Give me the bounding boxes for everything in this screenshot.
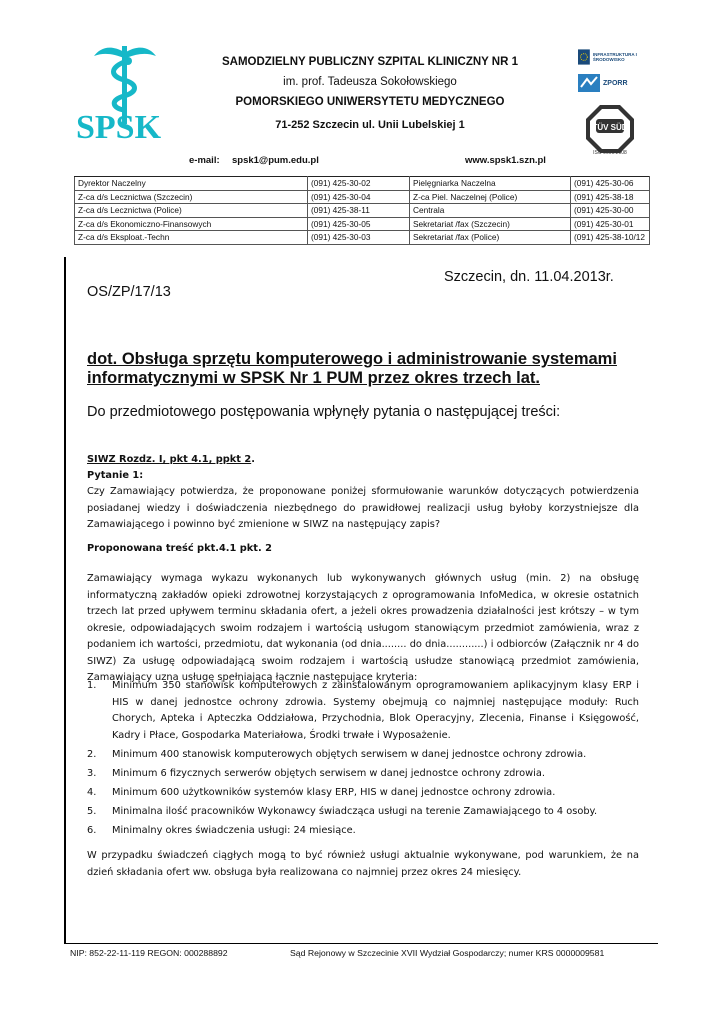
contact-role: Pielęgniarka Naczelna [410,177,571,191]
proposal-heading: Proponowana treść pkt.4.1 pkt. 2 [87,543,272,554]
document-date: Szczecin, dn. 11.04.2013r. [444,269,614,285]
contact-role: Z-ca d/s Lecznictwa (Szczecin) [75,190,308,204]
tuv-certificate-logo [584,103,636,155]
contact-phone: (091) 425-30-02 [308,177,410,191]
contact-role: Z-ca d/s Lecznictwa (Police) [75,204,308,218]
eu-flag-icon [578,48,590,66]
zporr-text: ZPORR [603,79,628,87]
criteria-text: Minimum 400 stanowisk komputerowych objętych serwisem w danej jednostce ochrony zdrowia. [112,748,587,760]
criteria-item [87,747,639,764]
contact-phone: (091) 425-38-11 [308,204,410,218]
criteria-item [87,823,639,840]
criteria-list [87,678,639,842]
siwz-reference [87,452,639,469]
criteria-item [87,766,639,783]
contact-role: Sekretariat /fax (Police) [410,231,571,245]
criteria-item [87,804,639,821]
criteria-number: 6. [87,824,97,836]
contact-role: Z-ca Piel. Naczelnej (Police) [410,190,571,204]
eu-badges [578,44,658,96]
contact-role: Dyrektor Naczelny [75,177,308,191]
criteria-text: Minimum 6 fizycznych serwerów objętych serwisem w danej jednostce ochrony zdrowia. [112,767,545,779]
criteria-text: Minimalny okres świadczenia usługi: 24 miesiące. [112,824,356,836]
tuv-seal-icon [584,103,636,155]
hospital-patron: im. prof. Tadeusza Sokołowskiego [283,76,457,88]
criteria-text: Minimalna ilość pracowników Wykonawcy świadcząca usługi na terenie Zamawiającego to 4 osoby. [112,805,598,817]
criteria-number: 1. [87,680,97,691]
contact-role: Z-ca d/s Eksploat.-Techn [75,231,308,245]
hospital-address: 71-252 Szczecin ul. Unii Lubelskiej 1 [275,119,465,131]
table-row [75,217,650,231]
contact-phone: (091) 425-38-18 [571,190,650,204]
infrastruktura-text: INFRASTRUKTURA I ŚRODOWISKO [592,52,637,62]
document-title: dot. Obsługa sprzętu komputerowego i administrowanie systemami informatycznymi w SPSK Nr 1 PUM przez okres trzech lat. [87,350,617,387]
infrastruktura-badge [578,44,658,70]
zporr-logo-icon [578,74,600,92]
logo-text: SPSK [76,109,162,142]
question-text: Czy Zamawiający potwierdza, że proponowane poniżej sformułowanie warunków dotyczących potwierdzenia posiadanej wiedzy i doświadczenia niezbędnego do prawidłowej realizacji usług byłoby korzystniejsze dla Zamawiającego i powinno być zmienione w SIWZ na następujący zapis? [87,486,639,530]
contact-phone: (091) 425-30-00 [571,204,650,218]
criteria-number: 2. [87,748,97,760]
email-label: e-mail: [189,155,220,166]
criteria-item [87,785,639,802]
contact-phone: (091) 425-30-04 [308,190,410,204]
contact-role: Sekretariat /fax (Szczecin) [410,217,571,231]
criteria-text: Minimum 600 użytkowników systemów klasy ERP, HIS w danej jednostce ochrony zdrowia. [112,786,556,798]
contact-phone: (091) 425-30-05 [308,217,410,231]
document-reference: OS/ZP/17/13 [87,284,171,300]
footer-rule [64,943,658,944]
contact-role: Z-ca d/s Ekonomiczno-Finansowych [75,217,308,231]
zporr-badge [578,70,658,96]
contact-phone: (091) 425-30-06 [571,177,650,191]
criteria-number: 5. [87,805,97,817]
table-row [75,190,650,204]
siwz-reference-text: SIWZ Rozdz. I, pkt 4.1, ppkt 2 [87,454,252,465]
phone-directory-table [74,176,650,245]
table-row [75,177,650,191]
proposal-text: Zamawiający wymaga wykazu wykonanych lub wykonywanych głównych usług (min. 2) na obsługę informatyczną zakładów opieki zdrowotnej korzystających z oprogramowania InfoMedica, w okresie ostatnich trzech lat przed upływem terminu składania ofert, a jeżeli okres prowadzenia działalności jest krótszy – w tym okresie, odpowiadających swoim rodzajem i wartością usługom stanowiącym przedmiot zamówienia, wraz z podaniem ich wartości, przedmiotu, dat wykonania (od dnia........ do dnia............) i odbiorców (Załącznik nr 4 do SIWZ) Za usługę odpowiadającą swoim rodzajem i wartością usłudze stanowiącą przedmiot zamówienia, Zamawiający uzna usługę spełniającą łącznie następujące kryteria: [87,573,639,683]
spsk-logo [70,42,180,142]
contact-role: Centrala [410,204,571,218]
siwz-reference-dot: . [251,454,255,465]
criteria-number: 4. [87,786,97,798]
contact-phone: (091) 425-30-03 [308,231,410,245]
table-row [75,204,650,218]
hospital-header [170,52,570,135]
caduceus-icon [70,42,180,142]
university-name: POMORSKIEGO UNIWERSYTETU MEDYCZNEGO [235,96,505,108]
footer-court: Sąd Rejonowy w Szczecinie XVII Wydział Gospodarczy; numer KRS 0000009581 [290,948,605,958]
closing-paragraph: W przypadku świadczeń ciągłych mogą to być również usługi aktualnie wykonywane, pod warunkiem, że na dzień składania ofert ww. obsługa była realizowana co najmniej przez okres 24 miesięcy. [87,850,639,878]
margin-rule [64,257,66,943]
criteria-text: Minimum 350 stanowisk komputerowych z zainstalowanym oprogramowaniem aplikacyjnym klasy ERP i HIS w danej jednostce ochrony zdrowia. Systemy obejmują co najmniej następujące moduły: Ruch Chorych, Apteka i Apteczka Oddziałowa, Przychodnia, Blok Operacyjny, Zlecenia, Finanse i Księgowość, Kadry i Płace, Gospodarka Materiałowa, Środki trwałe i Wyposażenie. [112,680,639,741]
hospital-name: SAMODZIELNY PUBLICZNY SZPITAL KLINICZNY NR 1 [221,56,519,68]
table-row [75,231,650,245]
email-link[interactable]: spsk1@pum.edu.pl [232,155,319,166]
iso-label: ISO 9001:2008 [593,150,627,156]
question-label: Pytanie 1: [87,470,144,481]
contact-phone: (091) 425-30-01 [571,217,650,231]
criteria-item [87,678,639,744]
tuv-text: TÜV SÜD [592,123,628,132]
footer-ids: NIP: 852-22-11-119 REGON: 000288892 [70,948,228,958]
contact-phone: (091) 425-38-10/12 [571,231,650,245]
criteria-number: 3. [87,767,97,779]
website-link[interactable]: www.spsk1.szn.pl [465,155,546,166]
document-intro: Do przedmiotowego postępowania wpłynęły pytania o następującej treści: [87,404,561,420]
